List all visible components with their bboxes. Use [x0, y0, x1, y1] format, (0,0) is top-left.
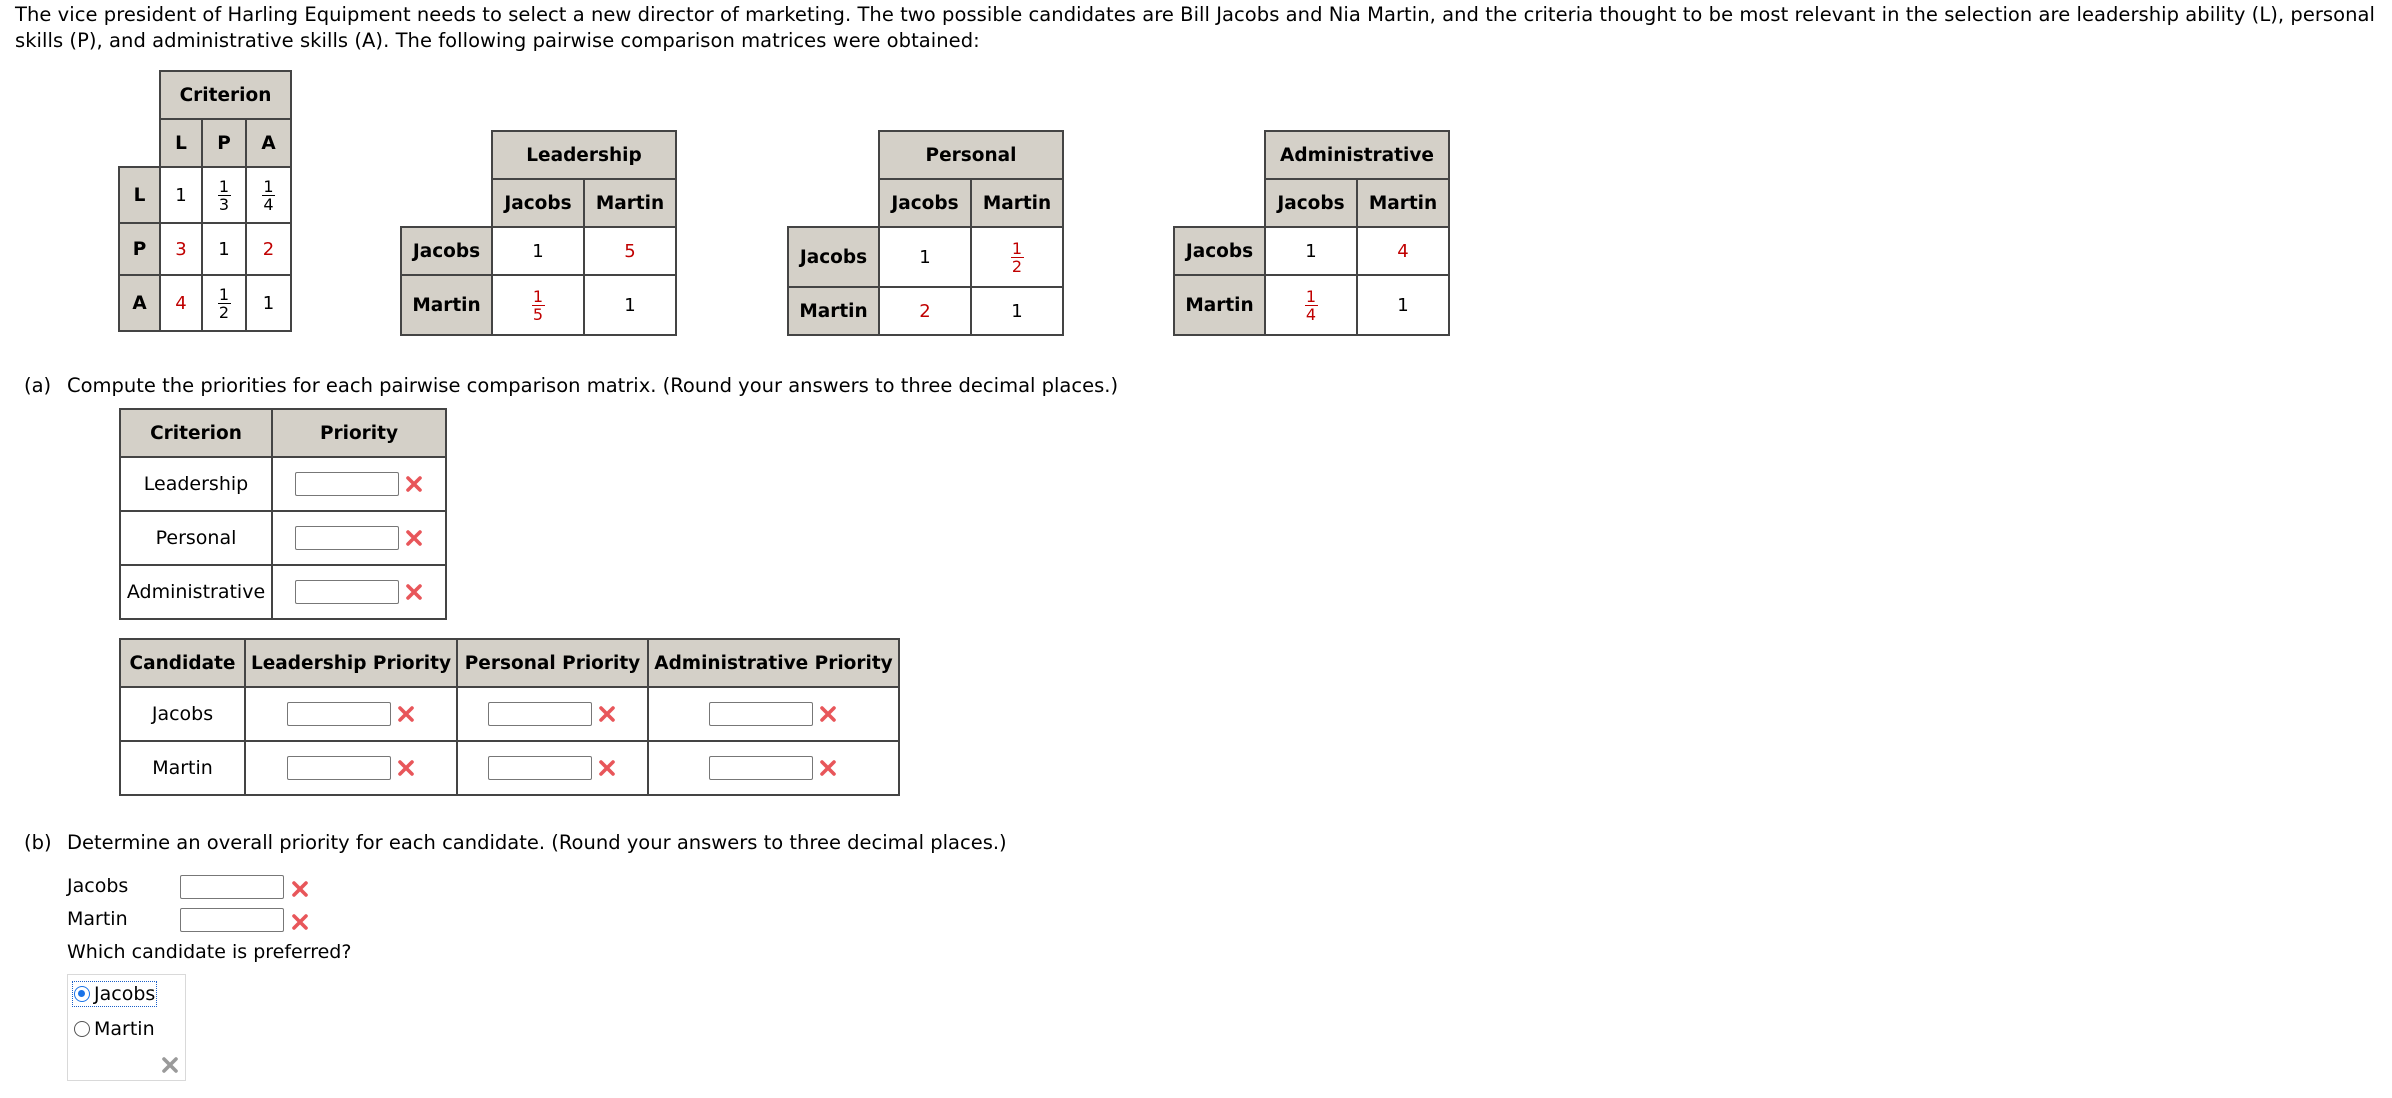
martin-leadership-input[interactable] [287, 756, 391, 780]
col-header-administrative-priority: Administrative Priority [648, 639, 899, 687]
priority-cell [457, 687, 648, 741]
col-header-jacobs: Jacobs [1265, 179, 1357, 227]
col-header-candidate: Candidate [120, 639, 245, 687]
candidate-priority-table [119, 638, 900, 796]
incorrect-x-icon [290, 912, 310, 932]
radio-button[interactable] [74, 1021, 90, 1037]
matrix-cell: 5 [584, 227, 676, 275]
col-header-p: P [202, 119, 246, 167]
criterion-matrix-title: Criterion [160, 71, 291, 119]
fraction-numerator: 1 [1011, 238, 1023, 258]
criterion-priority-table [119, 408, 447, 620]
incorrect-x-icon [818, 758, 838, 778]
matrix-cell [1265, 275, 1357, 335]
row-header-martin: Martin [788, 287, 879, 335]
matrix-cell [246, 167, 291, 223]
incorrect-x-icon [396, 758, 416, 778]
priority-cell [272, 565, 446, 619]
fraction-denominator: 3 [218, 194, 230, 214]
col-header-criterion: Criterion [120, 409, 272, 457]
part-b-marker: (b) [24, 831, 52, 854]
matrix-cell: 1 [1265, 227, 1357, 275]
fraction-denominator: 4 [1305, 304, 1317, 324]
matrix-cell: 1 [584, 275, 676, 335]
col-header-a: A [246, 119, 291, 167]
row-header-p: P [119, 223, 160, 275]
jacobs-overall-input[interactable] [180, 875, 284, 899]
radio-label: Jacobs [94, 983, 156, 1005]
incorrect-x-icon [597, 758, 617, 778]
personal-matrix-title: Personal [879, 131, 1063, 179]
fraction-numerator: 1 [218, 176, 230, 196]
row-header-martin: Martin [401, 275, 492, 335]
jacobs-leadership-input[interactable] [287, 702, 391, 726]
row-header-jacobs: Jacobs [788, 227, 879, 287]
part-a-question: Compute the priorities for each pairwise comparison matrix. (Round your answers to three decimal places.) [67, 374, 1119, 397]
row-header-a: A [119, 275, 160, 331]
leadership-matrix-title: Leadership [492, 131, 676, 179]
preferred-candidate-radio-group [67, 974, 186, 1081]
part-a-marker: (a) [24, 374, 52, 397]
incorrect-x-icon [404, 474, 424, 494]
martin-overall-input[interactable] [180, 908, 284, 932]
matrix-cell: 4 [160, 275, 202, 331]
fraction [262, 178, 275, 213]
administrative-matrix-title: Administrative [1265, 131, 1449, 179]
fraction-numerator: 1 [218, 284, 230, 304]
radio-option-martin[interactable] [74, 1018, 155, 1040]
row-header-l: L [119, 167, 160, 223]
matrix-cell [202, 167, 246, 223]
matrix-cell [971, 227, 1063, 287]
criterion-matrix [118, 70, 292, 332]
col-header-martin: Martin [1357, 179, 1449, 227]
incorrect-x-icon [597, 704, 617, 724]
matrix-cell: 2 [879, 287, 971, 335]
personal-priority-input[interactable] [295, 526, 399, 550]
matrix-cell: 1 [879, 227, 971, 287]
fraction [218, 178, 231, 213]
matrix-cell: 1 [246, 275, 291, 331]
matrix-cell: 1 [160, 167, 202, 223]
fraction [218, 286, 231, 321]
jacobs-overall-label: Jacobs [67, 875, 129, 897]
col-header-priority: Priority [272, 409, 446, 457]
incorrect-x-icon [290, 879, 310, 899]
fraction [532, 288, 545, 323]
fraction [1305, 288, 1318, 323]
preferred-question: Which candidate is preferred? [67, 941, 352, 963]
col-header-l: L [160, 119, 202, 167]
candidate-row-label: Martin [120, 741, 245, 795]
priority-cell [272, 457, 446, 511]
matrix-cell: 2 [246, 223, 291, 275]
col-header-leadership-priority: Leadership Priority [245, 639, 457, 687]
incorrect-x-icon [404, 528, 424, 548]
jacobs-personal-input[interactable] [488, 702, 592, 726]
priority-cell [648, 741, 899, 795]
administrative-matrix [1173, 130, 1450, 336]
fraction-denominator: 4 [263, 194, 274, 214]
col-header-martin: Martin [971, 179, 1063, 227]
radio-label: Martin [94, 1018, 155, 1040]
incorrect-x-icon [404, 582, 424, 602]
criterion-row-label: Administrative [120, 565, 272, 619]
matrix-cell: 3 [160, 223, 202, 275]
priority-cell [457, 741, 648, 795]
fraction-numerator: 1 [1305, 286, 1317, 306]
fraction-numerator: 1 [532, 286, 544, 306]
col-header-jacobs: Jacobs [879, 179, 971, 227]
personal-matrix [787, 130, 1064, 336]
incorrect-x-icon [160, 1055, 180, 1075]
matrix-cell [492, 275, 584, 335]
fraction-denominator: 5 [532, 304, 544, 324]
leadership-priority-input[interactable] [295, 472, 399, 496]
incorrect-x-icon [396, 704, 416, 724]
priority-cell [648, 687, 899, 741]
col-header-martin: Martin [584, 179, 676, 227]
fraction-numerator: 1 [263, 176, 274, 196]
row-header-jacobs: Jacobs [401, 227, 492, 275]
criterion-row-label: Leadership [120, 457, 272, 511]
leadership-matrix [400, 130, 677, 336]
matrix-cell: 1 [1357, 275, 1449, 335]
part-b-question: Determine an overall priority for each candidate. (Round your answers to three decimal places.) [67, 831, 1007, 854]
priority-cell [245, 687, 457, 741]
fraction-denominator: 2 [218, 302, 230, 322]
matrix-cell: 1 [492, 227, 584, 275]
matrix-cell: 1 [971, 287, 1063, 335]
radio-button-selected[interactable] [74, 986, 90, 1002]
priority-cell [272, 511, 446, 565]
martin-personal-input[interactable] [488, 756, 592, 780]
martin-administrative-input[interactable] [709, 756, 813, 780]
incorrect-x-icon [818, 704, 838, 724]
radio-option-jacobs[interactable] [74, 983, 155, 1005]
col-header-jacobs: Jacobs [492, 179, 584, 227]
criterion-row-label: Personal [120, 511, 272, 565]
focus-ring [74, 983, 155, 1005]
matrix-cell: 1 [202, 223, 246, 275]
col-header-personal-priority: Personal Priority [457, 639, 648, 687]
matrix-cell: 4 [1357, 227, 1449, 275]
candidate-row-label: Jacobs [120, 687, 245, 741]
row-header-jacobs: Jacobs [1174, 227, 1265, 275]
fraction-denominator: 2 [1011, 256, 1023, 276]
fraction [1011, 240, 1024, 275]
administrative-priority-input[interactable] [295, 580, 399, 604]
matrix-cell [202, 275, 246, 331]
priority-cell [245, 741, 457, 795]
row-header-martin: Martin [1174, 275, 1265, 335]
martin-overall-label: Martin [67, 908, 128, 930]
jacobs-administrative-input[interactable] [709, 702, 813, 726]
problem-intro: The vice president of Harling Equipment needs to select a new director of marketing. The two possible candidates are Bill Jacobs and Nia Martin, and the criteria thought to be most relevant in the selection are leadership ability (L), personal skills (P), and administrative skills (A). The following pairwise comparison matrices were obtained: [15, 3, 2376, 52]
